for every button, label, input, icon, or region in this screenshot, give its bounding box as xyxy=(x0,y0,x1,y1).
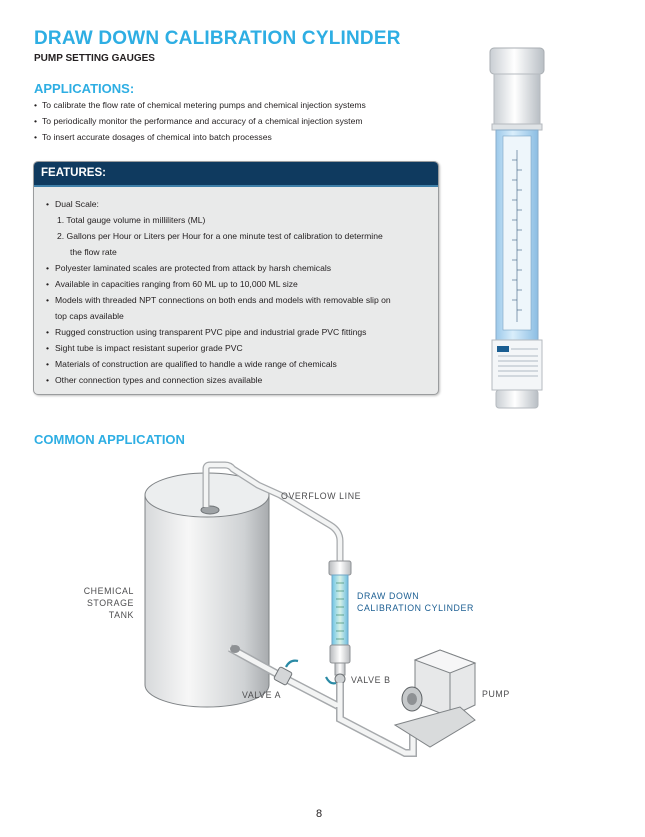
pump xyxy=(395,650,475,747)
storage-tank xyxy=(145,473,269,707)
list-item: • Other connection types and connection sizes available xyxy=(46,372,426,388)
list-item: • To insert accurate dosages of chemical into batch processes xyxy=(34,129,434,145)
calibration-cylinder xyxy=(326,561,351,684)
common-application-diagram xyxy=(130,455,510,775)
list-item: • Rugged construction using transparent PVC pipe and industrial grade PVC fittings xyxy=(46,324,426,340)
common-application-heading: COMMON APPLICATION xyxy=(34,432,185,447)
list-item: • Materials of construction are qualified to handle a wide range of chemicals xyxy=(46,356,426,372)
applications-heading: APPLICATIONS: xyxy=(34,81,135,96)
cylinder-label xyxy=(357,590,474,614)
list-item: 1. Total gauge volume in milliliters (ML) xyxy=(57,215,206,225)
list-item: top caps available xyxy=(55,311,124,321)
valve-b-label: VALVE B xyxy=(351,675,391,685)
overflow-line-label: OVERFLOW LINE xyxy=(281,491,362,501)
features-heading: FEATURES: xyxy=(41,167,106,179)
cylinder-label-line2: CALIBRATION CYLINDER xyxy=(357,603,474,613)
features-panel xyxy=(33,161,439,395)
page-subtitle: PUMP SETTING GAUGES xyxy=(34,53,155,64)
features-header-bar xyxy=(34,162,438,187)
tank-label xyxy=(64,585,134,621)
list-item: • Available in capacities ranging from 60 ML up to 10,000 ML size xyxy=(46,276,426,292)
cylinder-label-line1: DRAW DOWN xyxy=(357,591,420,601)
features-list xyxy=(46,196,426,388)
list-item: • Sight tube is impact resistant superior grade PVC xyxy=(46,340,426,356)
valve-a-label: VALVE A xyxy=(242,690,282,700)
list-item: • Dual Scale: xyxy=(46,196,426,212)
list-item: • To periodically monitor the performance and accuracy of a chemical injection system xyxy=(34,113,434,129)
list-item: • Polyester laminated scales are protected from attack by harsh chemicals xyxy=(46,260,426,276)
list-item: • Models with threaded NPT connections on both ends and models with removable slip on xyxy=(46,292,426,308)
pump-label: PUMP xyxy=(482,689,510,699)
page-number: 8 xyxy=(316,808,323,820)
list-item: the flow rate xyxy=(70,247,117,257)
applications-list xyxy=(34,97,434,145)
list-item: • To calibrate the flow rate of chemical metering pumps and chemical injection systems xyxy=(34,97,434,113)
tank-label-line2: STORAGE TANK xyxy=(86,598,134,620)
tank-label-line1: CHEMICAL xyxy=(83,586,134,596)
list-item: 2. Gallons per Hour or Liters per Hour for a one minute test of calibration to determine xyxy=(57,231,383,241)
page-title: DRAW DOWN CALIBRATION CYLINDER xyxy=(34,28,401,49)
calibration-cylinder-photo xyxy=(480,40,560,420)
